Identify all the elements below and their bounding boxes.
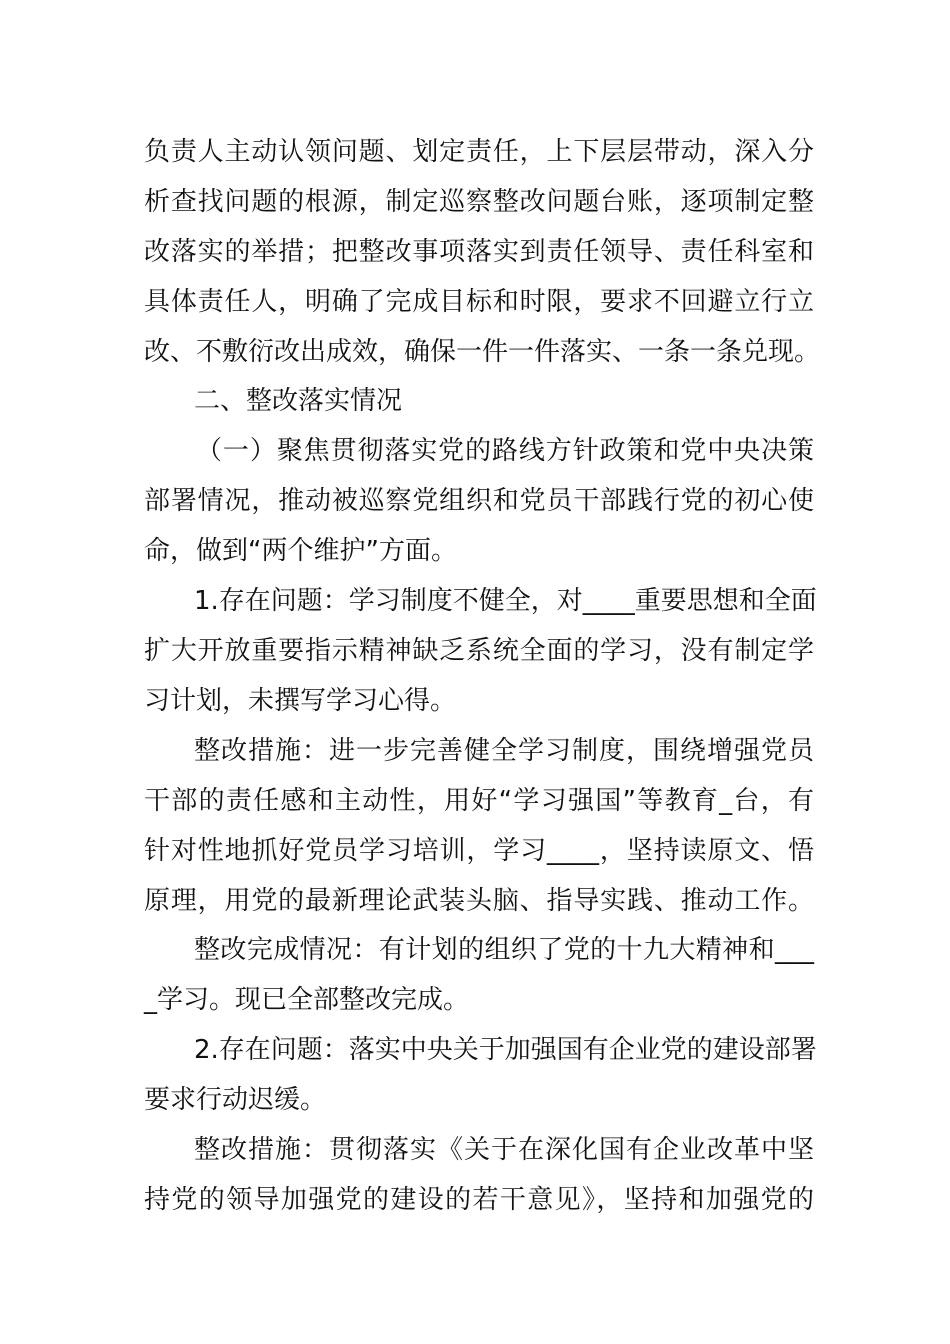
section-heading: 二、整改落实情况 [194, 386, 403, 416]
paragraph-line: 具体责任人，明确了完成目标和时限，要求不回避立行立 [144, 287, 814, 317]
paragraph-line: 原理，用党的最新理论武装头脑、指导实践、推动工作。 [144, 886, 814, 916]
paragraph-line: 析查找问题的根源，制定巡察整改问题台账，逐项制定整 [144, 187, 814, 217]
paragraph-line: _学习。现已全部整改完成。 [144, 985, 470, 1015]
measure-line: 整改措施：贯彻落实《关于在深化国有企业改革中坚 [194, 1135, 814, 1165]
paragraph-line: 负责人主动认领问题、划定责任，上下层层带动，深入分 [144, 137, 814, 167]
paragraph-line: 改落实的举措；把整改事项落实到责任领导、责任科室和 [144, 237, 814, 267]
problem-item-line: 2.存在问题：落实中央关于加强国有企业党的建设部署 [194, 1035, 817, 1065]
problem-item-line: 1.存在问题：学习制度不健全，对____重要思想和全面 [194, 586, 817, 616]
paragraph-line: 扩大开放重要指示精神缺乏系统全面的学习，没有制定学 [144, 636, 814, 666]
measure-line: 整改措施：进一步完善健全学习制度，围绕增强党员 [194, 736, 814, 766]
paragraph-line: 部署情况，推动被巡察党组织和党员干部践行党的初心使 [144, 486, 814, 516]
paragraph-line: 命，做到“两个维护”方面。 [144, 536, 457, 566]
paragraph-line: 要求行动迟缓。 [144, 1085, 327, 1115]
paragraph-line: 持党的领导加强党的建设的若干意见》，坚持和加强党的 [144, 1185, 814, 1215]
subsection-heading-line: （一）聚焦贯彻落实党的路线方针政策和党中央决策 [196, 436, 814, 466]
paragraph-line: 改、不敷衍改出成效，确保一件一件落实、一条一条兑现。 [144, 337, 821, 367]
paragraph-line: 干部的责任感和主动性，用好“学习强国”等教育_台，有 [144, 786, 814, 816]
completion-line: 整改完成情况：有计划的组织了党的十九大精神和___ [194, 935, 814, 965]
paragraph-line: 针对性地抓好党员学习培训，学习____，坚持读原文、悟 [144, 836, 814, 866]
paragraph-line: 习计划，未撰写学习心得。 [144, 686, 457, 716]
